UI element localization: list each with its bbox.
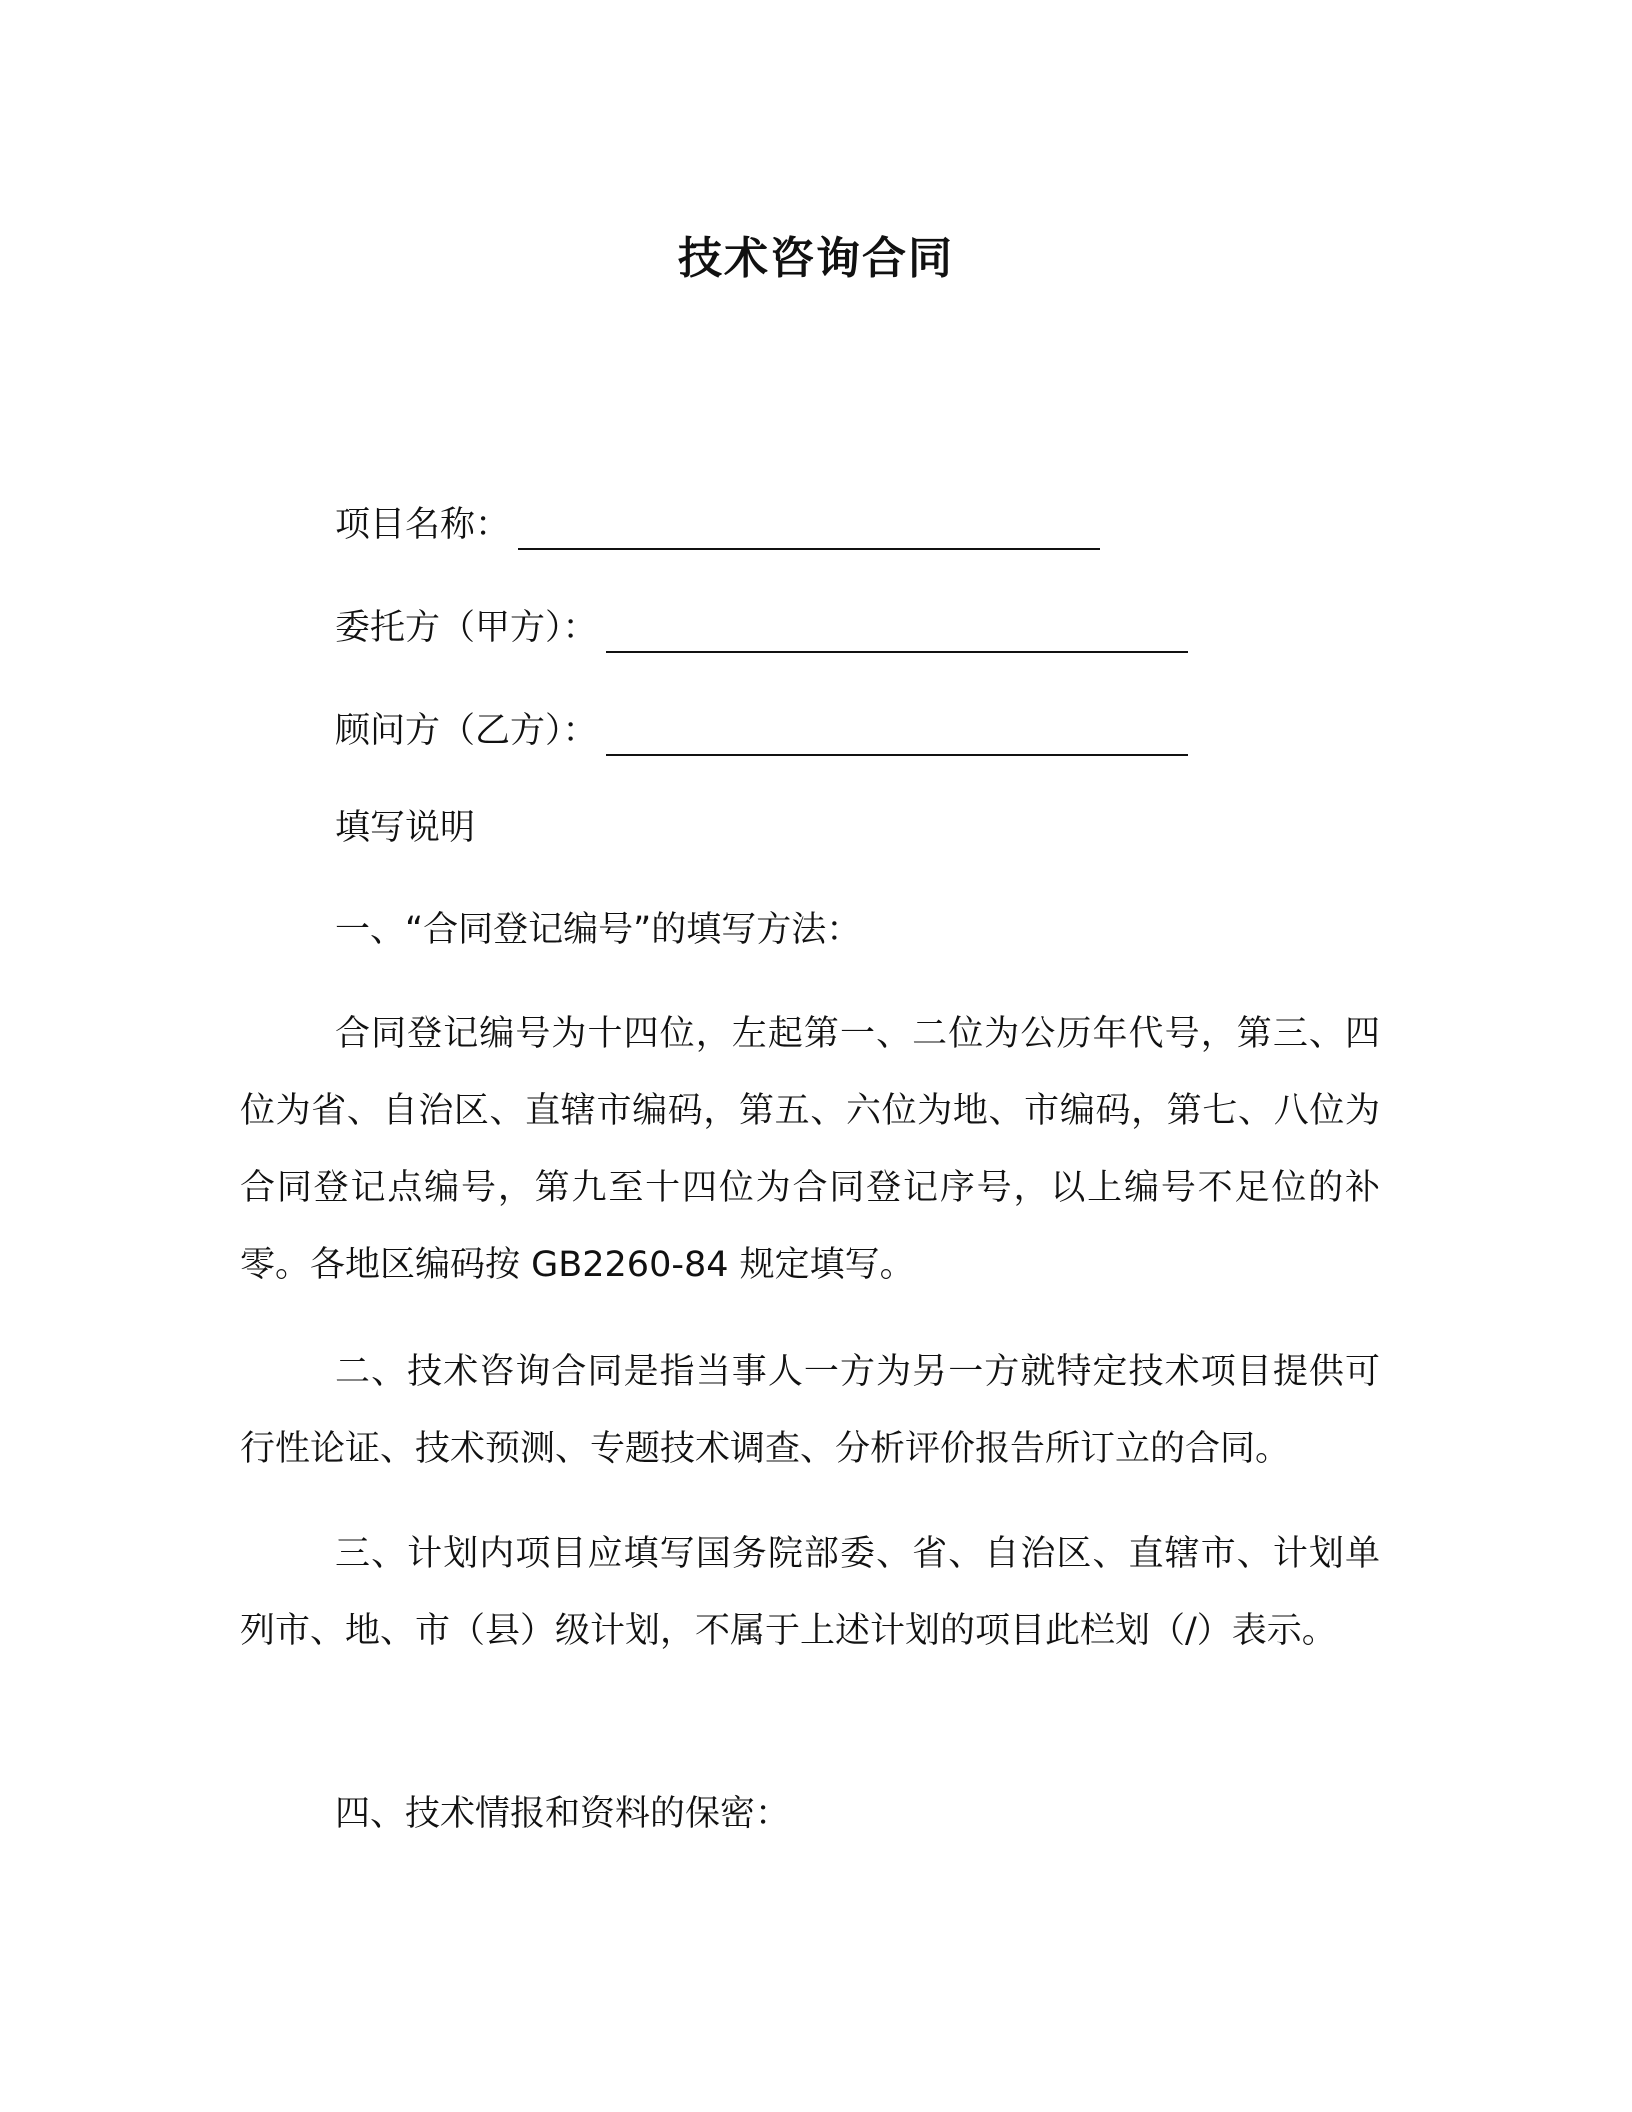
field-label-client: 委托方（甲方）： bbox=[335, 608, 598, 648]
item-3-paragraph: 三、计划内项目应填写国务院部委、省、自治区、直辖市、计划单列市、地、市（县）级计划，不属于上述计划的项目此栏划（/）表示。 bbox=[240, 1534, 1380, 1651]
section-heading: 填写说明 bbox=[335, 808, 476, 848]
field-project-name bbox=[335, 500, 1100, 550]
item-4-heading: 四、技术情报和资料的保密： bbox=[335, 1794, 791, 1834]
blank-line-consultant bbox=[606, 718, 1188, 756]
item-1-paragraph: 合同登记编号为十四位，左起第一、二位为公历年代号，第三、四位为省、自治区、直辖市编码，第五、六位为地、市编码，第七、八位为合同登记点编号，第九至十四位为合同登记序号，以上编号不足位的补零。各地区编码按 GB2260-84 规定填写。 bbox=[240, 1014, 1380, 1285]
document-title: 技术咨询合同 bbox=[678, 233, 954, 284]
blank-line-client bbox=[606, 615, 1188, 653]
field-consultant bbox=[335, 706, 1188, 756]
item-1-heading: 一、“合同登记编号”的填写方法： bbox=[335, 910, 862, 950]
item-2-paragraph: 二、技术咨询合同是指当事人一方为另一方就特定技术项目提供可行性论证、技术预测、专题技术调查、分析评价报告所订立的合同。 bbox=[240, 1352, 1380, 1469]
field-client bbox=[335, 603, 1188, 653]
field-label-project-name: 项目名称： bbox=[335, 505, 511, 545]
field-label-consultant: 顾问方（乙方）： bbox=[335, 711, 598, 751]
blank-line-project-name bbox=[518, 512, 1100, 550]
